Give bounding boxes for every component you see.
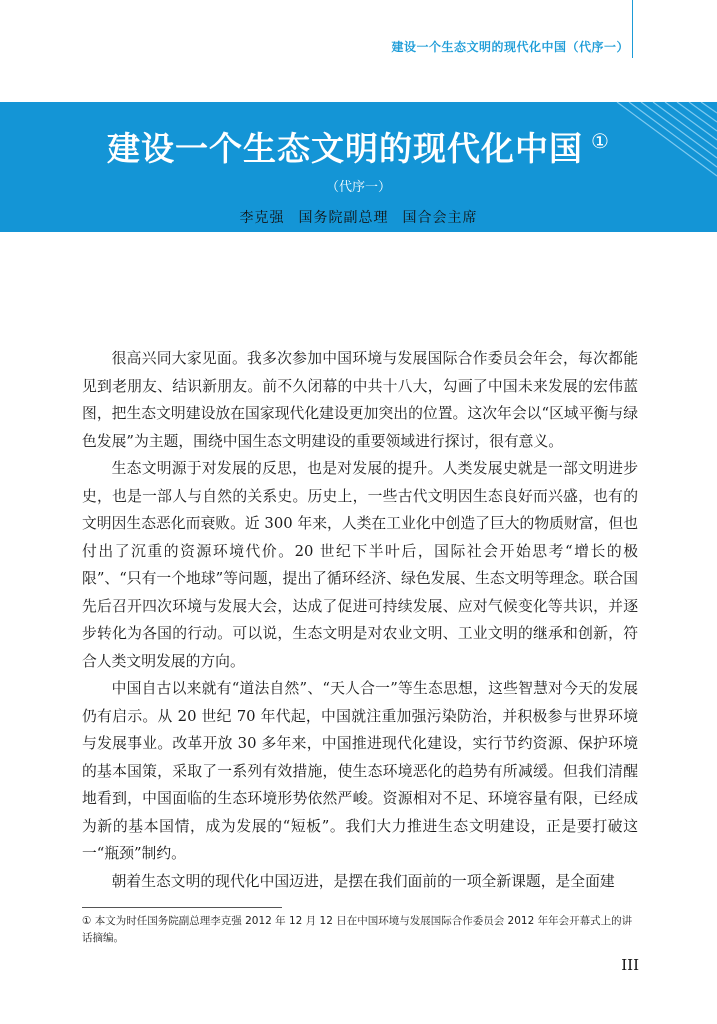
title-footnote-marker: ① [591, 129, 610, 153]
running-header: 建设一个生态文明的现代化中国（代序一） [391, 40, 629, 54]
paragraph: 朝着生态文明的现代化中国迈进，是摆在我们面前的一项全新课题，是全面建 [111, 872, 615, 890]
author-role-2: 国合会主席 [402, 210, 478, 226]
footnote-divider [82, 907, 282, 908]
author-line [0, 207, 717, 227]
paragraph: 中国自古以来就有“道法自然”、“天人合一”等生态思想，这些智慧对今天的发展仍有启示。从 20 世纪 70 年代起，中国就注重加强污染防治，并积极参与世界环境与发展事业。改革开放 30 多年来，中国推进现代化建设，实行节约资源、保护环境的基本国策，采取了一系列有效措施，使生态环境恶化的趋势有所减缓。但我们清醒地看到，中国面临的生态环境形势依然严峻。资源相对不足、环境容量有限，已经成为新的基本国情，成为发展的“短板”。我们大力推进生态文明建设，正是要打破这一“瓶颈”制约。 [82, 680, 638, 862]
page-number: III [621, 956, 639, 974]
page-title [0, 123, 717, 170]
author-role-1: 国务院副总理 [298, 210, 389, 226]
author-name: 李克强 [239, 210, 285, 226]
header-rule [632, 0, 633, 58]
footnote: ① 本文为时任国务院副总理李克强 2012 年 12 月 12 日在中国环境与发展国际合作委员会 2012 年年会开幕式上的讲话摘编。 [82, 915, 633, 944]
title-text: 建设一个生态文明的现代化中国 [107, 129, 584, 168]
paragraph: 很高兴同大家见面。我多次参加中国环境与发展国际合作委员会年会，每次都能见到老朋友、结识新朋友。前不久闭幕的中共十八大，勾画了中国未来发展的宏伟蓝图，把生态文明建设放在国家现代化建设更加突出的位置。这次年会以“区域平衡与绿色发展”为主题，围绕中国生态文明建设的重要领域进行探讨，很有意义。 [82, 350, 638, 450]
subtitle: （代序一） [325, 180, 391, 195]
paragraph: 生态文明源于对发展的反思，也是对发展的提升。人类发展史就是一部文明进步史，也是一部人与自然的关系史。历史上，一些古代文明因生态良好而兴盛，也有的文明因生态恶化而衰败。近 300 年来，人类在工业化中创造了巨大的物质财富，但也付出了沉重的资源环境代价。20 世纪下半叶后，国际社会开始思考“增长的极限”、“只有一个地球”等问题，提出了循环经济、绿色发展、生态文明等理念。联合国先后召开四次环境与发展大会，达成了促进可持续发展、应对气候变化等共识，并逐步转化为各国的行动。可以说，生态文明是对农业文明、工业文明的继承和创新，符合人类文明发展的方向。 [82, 460, 638, 670]
article-body [82, 345, 638, 895]
